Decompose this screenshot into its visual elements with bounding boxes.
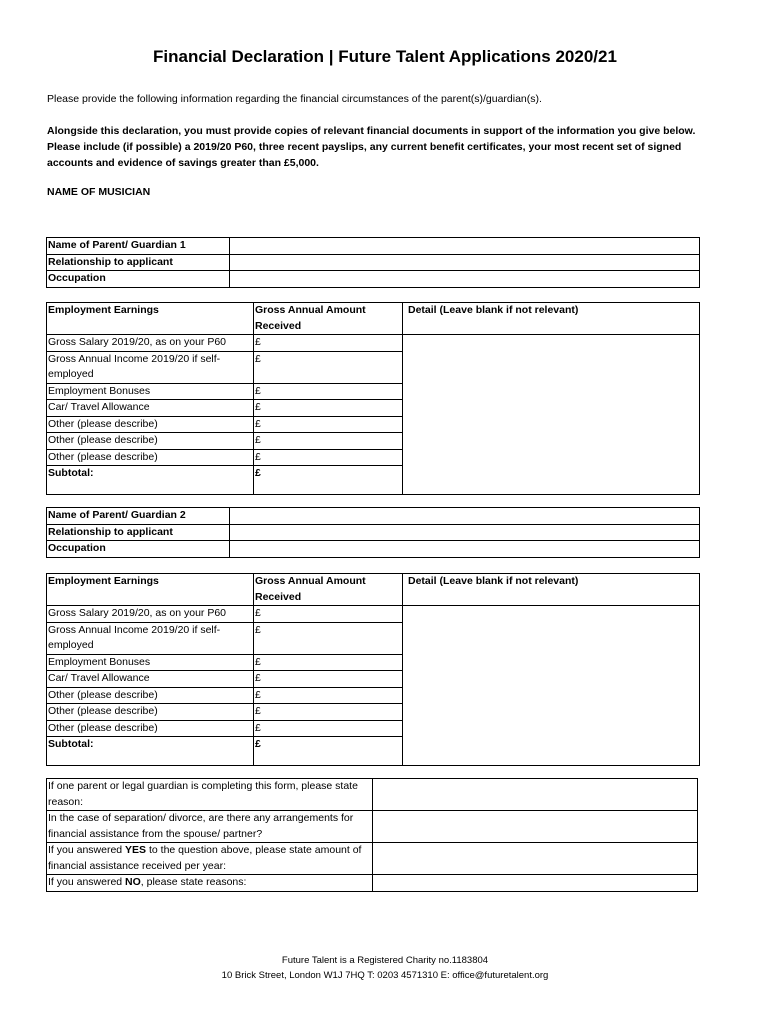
no-reason-question: If you answered NO, please state reasons: bbox=[47, 875, 373, 892]
separation-answer[interactable] bbox=[373, 811, 698, 843]
detail-header: Detail (Leave blank if not relevant) bbox=[403, 303, 700, 335]
detail-field[interactable] bbox=[403, 671, 700, 688]
detail-field[interactable] bbox=[403, 433, 700, 450]
earnings-row-label: Other (please describe) bbox=[47, 449, 254, 466]
amount-header: Gross Annual Amount Received bbox=[254, 303, 403, 335]
no-reason-answer[interactable] bbox=[373, 875, 698, 892]
detail-field[interactable] bbox=[403, 720, 700, 737]
guardian2-occupation-field[interactable] bbox=[230, 541, 700, 558]
earnings-row-label: Gross Salary 2019/20, as on your P60 bbox=[47, 606, 254, 623]
musician-name-label: NAME OF MUSICIAN bbox=[47, 186, 151, 198]
amount-field[interactable]: £ bbox=[254, 654, 403, 671]
guardian2-occupation-label: Occupation bbox=[47, 541, 230, 558]
subtotal-label: Subtotal: bbox=[47, 466, 254, 495]
guardian2-details-table bbox=[46, 507, 700, 558]
guardian1-name-field[interactable] bbox=[230, 238, 700, 255]
subtotal-detail-field[interactable] bbox=[403, 466, 700, 495]
amount-field[interactable]: £ bbox=[254, 351, 403, 383]
detail-field[interactable] bbox=[403, 335, 700, 352]
amount-field[interactable]: £ bbox=[254, 622, 403, 654]
earnings-row-label: Other (please describe) bbox=[47, 720, 254, 737]
footer-charity: Future Talent is a Registered Charity no.1183804 bbox=[281, 955, 489, 966]
earnings-row-label: Car/ Travel Allowance bbox=[47, 671, 254, 688]
detail-field[interactable] bbox=[403, 351, 700, 383]
guardian1-occupation-label: Occupation bbox=[47, 271, 230, 288]
yes-amount-question: If you answered YES to the question above, please state amount of financial assistance received per year: bbox=[47, 843, 373, 875]
subtotal-field[interactable]: £ bbox=[254, 466, 403, 495]
amount-field[interactable]: £ bbox=[254, 335, 403, 352]
subtotal-field[interactable]: £ bbox=[254, 737, 403, 766]
guardian2-relationship-field[interactable] bbox=[230, 524, 700, 541]
circumstances-table bbox=[46, 778, 698, 892]
documents-note: Alongside this declaration, you must provide copies of relevant financial documents in support of the information you give below. Please include (if possible) a 2019/20 P60, three recent payslips, any current benefit certificates, your most recent set of signed accounts and evidence of savings greater than £5,000. bbox=[47, 125, 696, 169]
guardian2-relationship-label: Relationship to applicant bbox=[47, 524, 230, 541]
yes-amount-answer[interactable] bbox=[373, 843, 698, 875]
amount-field[interactable]: £ bbox=[254, 671, 403, 688]
guardian2-name-label: Name of Parent/ Guardian 2 bbox=[47, 508, 230, 525]
amount-field[interactable]: £ bbox=[254, 433, 403, 450]
earnings-row-label: Gross Annual Income 2019/20 if self-employed bbox=[47, 622, 254, 654]
amount-header: Gross Annual Amount Received bbox=[254, 574, 403, 606]
single-parent-answer[interactable] bbox=[373, 779, 698, 811]
detail-field[interactable] bbox=[403, 400, 700, 417]
guardian1-relationship-label: Relationship to applicant bbox=[47, 254, 230, 271]
detail-field[interactable] bbox=[403, 416, 700, 433]
detail-field[interactable] bbox=[403, 449, 700, 466]
amount-field[interactable]: £ bbox=[254, 687, 403, 704]
earnings-row-label: Employment Bonuses bbox=[47, 654, 254, 671]
guardian2-name-field[interactable] bbox=[230, 508, 700, 525]
detail-field[interactable] bbox=[403, 704, 700, 721]
earnings-row-label: Gross Salary 2019/20, as on your P60 bbox=[47, 335, 254, 352]
earnings-row-label: Other (please describe) bbox=[47, 433, 254, 450]
footer-contact: 10 Brick Street, London W1J 7HQ T: 0203 4571310 E: office@futuretalent.org bbox=[221, 970, 549, 981]
detail-field[interactable] bbox=[403, 383, 700, 400]
intro-text: Please provide the following information regarding the financial circumstances of the parent(s)/guardian(s). bbox=[47, 93, 542, 105]
guardian1-earnings-table bbox=[46, 302, 700, 495]
earnings-header: Employment Earnings bbox=[47, 303, 254, 335]
earnings-row-label: Other (please describe) bbox=[47, 704, 254, 721]
subtotal-detail-field[interactable] bbox=[403, 737, 700, 766]
detail-field[interactable] bbox=[403, 687, 700, 704]
detail-field[interactable] bbox=[403, 654, 700, 671]
page-title: Financial Declaration | Future Talent Applications 2020/21 bbox=[153, 47, 617, 66]
amount-field[interactable]: £ bbox=[254, 383, 403, 400]
detail-field[interactable] bbox=[403, 606, 700, 623]
amount-field[interactable]: £ bbox=[254, 416, 403, 433]
separation-question: In the case of separation/ divorce, are there any arrangements for financial assistance from the spouse/ partner? bbox=[47, 811, 373, 843]
guardian1-details-table bbox=[46, 237, 700, 288]
amount-field[interactable]: £ bbox=[254, 449, 403, 466]
earnings-header: Employment Earnings bbox=[47, 574, 254, 606]
single-parent-question: If one parent or legal guardian is completing this form, please state reason: bbox=[47, 779, 373, 811]
amount-field[interactable]: £ bbox=[254, 720, 403, 737]
earnings-row-label: Gross Annual Income 2019/20 if self-employed bbox=[47, 351, 254, 383]
amount-field[interactable]: £ bbox=[254, 400, 403, 417]
amount-field[interactable]: £ bbox=[254, 606, 403, 623]
earnings-row-label: Other (please describe) bbox=[47, 687, 254, 704]
earnings-row-label: Car/ Travel Allowance bbox=[47, 400, 254, 417]
detail-field[interactable] bbox=[403, 622, 700, 654]
guardian1-name-label: Name of Parent/ Guardian 1 bbox=[47, 238, 230, 255]
detail-header: Detail (Leave blank if not relevant) bbox=[403, 574, 700, 606]
guardian1-relationship-field[interactable] bbox=[230, 254, 700, 271]
earnings-row-label: Other (please describe) bbox=[47, 416, 254, 433]
earnings-row-label: Employment Bonuses bbox=[47, 383, 254, 400]
amount-field[interactable]: £ bbox=[254, 704, 403, 721]
guardian2-earnings-table bbox=[46, 573, 700, 766]
guardian1-occupation-field[interactable] bbox=[230, 271, 700, 288]
subtotal-label: Subtotal: bbox=[47, 737, 254, 766]
